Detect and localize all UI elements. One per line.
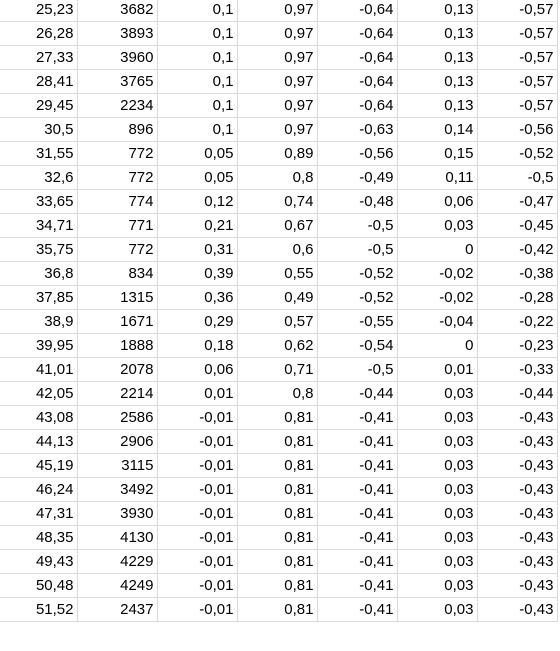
table-cell[interactable]: 0,12 — [157, 190, 237, 214]
table-cell[interactable]: -0,43 — [477, 478, 557, 502]
table-cell[interactable]: -0,45 — [477, 214, 557, 238]
table-row — [0, 334, 557, 358]
table-cell[interactable]: 26,28 — [0, 22, 77, 46]
table-cell[interactable]: -0,41 — [317, 454, 397, 478]
table-cell[interactable]: 0,13 — [397, 22, 477, 46]
table-cell[interactable]: 0,81 — [237, 550, 317, 574]
table-cell[interactable]: 0,03 — [397, 574, 477, 598]
table-cell[interactable]: -0,5 — [317, 358, 397, 382]
table-cell[interactable]: -0,57 — [477, 46, 557, 70]
table-cell[interactable]: 0,31 — [157, 238, 237, 262]
table-cell[interactable]: -0,43 — [477, 526, 557, 550]
table-cell[interactable]: 25,23 — [0, 0, 77, 22]
table-cell[interactable]: 27,33 — [0, 46, 77, 70]
table-cell[interactable]: -0,42 — [477, 238, 557, 262]
table-cell[interactable]: 0,81 — [237, 598, 317, 622]
table-row — [0, 22, 557, 46]
table-cell[interactable]: -0,5 — [317, 238, 397, 262]
table-cell[interactable]: -0,55 — [317, 310, 397, 334]
table-cell[interactable]: 774 — [77, 190, 157, 214]
table-cell[interactable]: -0,41 — [317, 406, 397, 430]
table-cell[interactable]: 1888 — [77, 334, 157, 358]
table-cell[interactable]: -0,63 — [317, 118, 397, 142]
table-cell[interactable]: -0,44 — [317, 382, 397, 406]
table-cell[interactable]: 0,81 — [237, 574, 317, 598]
table-cell[interactable]: -0,43 — [477, 454, 557, 478]
table-cell[interactable]: 2234 — [77, 94, 157, 118]
table-cell[interactable]: 0,81 — [237, 502, 317, 526]
table-cell[interactable]: 0,89 — [237, 142, 317, 166]
table-cell[interactable]: 0,1 — [157, 118, 237, 142]
table-cell[interactable]: -0,64 — [317, 46, 397, 70]
table-cell[interactable]: 0,62 — [237, 334, 317, 358]
table-cell[interactable]: 0,97 — [237, 0, 317, 22]
table-cell[interactable]: -0,43 — [477, 574, 557, 598]
table-cell[interactable]: 2214 — [77, 382, 157, 406]
table-cell[interactable]: -0,57 — [477, 94, 557, 118]
table-cell[interactable]: -0,01 — [157, 478, 237, 502]
table-cell[interactable]: -0,47 — [477, 190, 557, 214]
table-cell[interactable]: 0,06 — [157, 358, 237, 382]
table-cell[interactable]: 772 — [77, 238, 157, 262]
table-cell[interactable]: 50,48 — [0, 574, 77, 598]
table-row — [0, 262, 557, 286]
table-cell[interactable]: 33,65 — [0, 190, 77, 214]
table-row — [0, 0, 557, 22]
table-row — [0, 454, 557, 478]
table-cell[interactable]: -0,52 — [477, 142, 557, 166]
table-cell[interactable]: 0,03 — [397, 454, 477, 478]
table-cell[interactable]: 0,13 — [397, 70, 477, 94]
table-cell[interactable]: 0,03 — [397, 430, 477, 454]
table-cell[interactable]: 0,1 — [157, 70, 237, 94]
table-cell[interactable]: -0,52 — [317, 286, 397, 310]
table-cell[interactable]: -0,49 — [317, 166, 397, 190]
table-cell[interactable]: 0,03 — [397, 550, 477, 574]
table-cell[interactable]: 35,75 — [0, 238, 77, 262]
table-cell[interactable]: -0,48 — [317, 190, 397, 214]
table-cell[interactable]: 0,81 — [237, 430, 317, 454]
table-cell[interactable]: 3765 — [77, 70, 157, 94]
table-cell[interactable]: 3893 — [77, 22, 157, 46]
table-row — [0, 550, 557, 574]
table-cell[interactable]: 0,01 — [397, 358, 477, 382]
table-cell[interactable]: 0,1 — [157, 22, 237, 46]
table-cell[interactable]: -0,41 — [317, 430, 397, 454]
table-cell[interactable]: 28,41 — [0, 70, 77, 94]
table-cell[interactable]: 41,01 — [0, 358, 77, 382]
table-cell[interactable]: 4130 — [77, 526, 157, 550]
table-cell[interactable]: -0,33 — [477, 358, 557, 382]
table-cell[interactable]: 43,08 — [0, 406, 77, 430]
table-cell[interactable]: 0,97 — [237, 118, 317, 142]
table-row — [0, 142, 557, 166]
table-cell[interactable]: 0 — [397, 238, 477, 262]
table-cell[interactable]: 0,97 — [237, 46, 317, 70]
table-cell[interactable]: 3682 — [77, 0, 157, 22]
table-cell[interactable]: -0,22 — [477, 310, 557, 334]
table-cell[interactable]: -0,57 — [477, 70, 557, 94]
table-cell[interactable]: 0,01 — [157, 382, 237, 406]
table-cell[interactable]: 0,13 — [397, 0, 477, 22]
table-cell[interactable]: 1671 — [77, 310, 157, 334]
table-cell[interactable]: 0,03 — [397, 406, 477, 430]
table-row — [0, 430, 557, 454]
table-cell[interactable]: 0,11 — [397, 166, 477, 190]
table-cell[interactable]: 32,6 — [0, 166, 77, 190]
table-row — [0, 310, 557, 334]
table-cell[interactable]: 0,18 — [157, 334, 237, 358]
table-cell[interactable]: 3960 — [77, 46, 157, 70]
table-cell[interactable]: -0,5 — [317, 214, 397, 238]
table-cell[interactable]: 834 — [77, 262, 157, 286]
table-cell[interactable]: 0,8 — [237, 382, 317, 406]
table-cell[interactable]: 3115 — [77, 454, 157, 478]
table-row — [0, 358, 557, 382]
table-cell[interactable]: -0,43 — [477, 502, 557, 526]
table-row — [0, 574, 557, 598]
table-cell[interactable]: 0,36 — [157, 286, 237, 310]
table-cell[interactable]: 0,49 — [237, 286, 317, 310]
table-row — [0, 598, 557, 622]
table-cell[interactable]: 0,03 — [397, 598, 477, 622]
table-cell[interactable]: -0,41 — [317, 598, 397, 622]
table-cell[interactable]: -0,5 — [477, 166, 557, 190]
table-cell[interactable]: 2078 — [77, 358, 157, 382]
table-cell[interactable]: 0,06 — [397, 190, 477, 214]
table-cell[interactable]: 38,9 — [0, 310, 77, 334]
table-cell[interactable]: -0,43 — [477, 406, 557, 430]
table-cell[interactable]: -0,56 — [317, 142, 397, 166]
table-cell[interactable]: 44,13 — [0, 430, 77, 454]
table-cell[interactable]: 45,19 — [0, 454, 77, 478]
table-cell[interactable]: 4229 — [77, 550, 157, 574]
table-row — [0, 526, 557, 550]
table-cell[interactable]: 772 — [77, 166, 157, 190]
table-cell[interactable]: 0,05 — [157, 142, 237, 166]
table-cell[interactable]: 0,39 — [157, 262, 237, 286]
table-cell[interactable]: 771 — [77, 214, 157, 238]
table-cell[interactable]: -0,44 — [477, 382, 557, 406]
table-cell[interactable]: 42,05 — [0, 382, 77, 406]
table-cell[interactable]: 0,81 — [237, 478, 317, 502]
table-row — [0, 238, 557, 262]
table-cell[interactable]: -0,64 — [317, 94, 397, 118]
table-row — [0, 478, 557, 502]
table-cell[interactable]: 0,81 — [237, 526, 317, 550]
table-cell[interactable]: -0,41 — [317, 574, 397, 598]
table-cell[interactable]: -0,54 — [317, 334, 397, 358]
table-cell[interactable]: -0,01 — [157, 454, 237, 478]
table-cell[interactable]: 37,85 — [0, 286, 77, 310]
table-cell[interactable]: 0,67 — [237, 214, 317, 238]
table-cell[interactable]: 51,52 — [0, 598, 77, 622]
table-cell[interactable]: -0,01 — [157, 574, 237, 598]
table-cell[interactable]: 48,35 — [0, 526, 77, 550]
table-cell[interactable]: 0,1 — [157, 0, 237, 22]
table-cell[interactable]: 0,21 — [157, 214, 237, 238]
table-cell[interactable]: 0,97 — [237, 94, 317, 118]
table-cell[interactable]: -0,04 — [397, 310, 477, 334]
table-cell[interactable]: 0,13 — [397, 46, 477, 70]
table-cell[interactable]: 2437 — [77, 598, 157, 622]
table-cell[interactable]: -0,64 — [317, 22, 397, 46]
table-cell[interactable]: -0,43 — [477, 598, 557, 622]
table-row — [0, 70, 557, 94]
table-cell[interactable]: 3492 — [77, 478, 157, 502]
table-cell[interactable]: 772 — [77, 142, 157, 166]
table-cell[interactable]: -0,02 — [397, 262, 477, 286]
table-cell[interactable]: -0,41 — [317, 526, 397, 550]
table-cell[interactable]: -0,64 — [317, 0, 397, 22]
table-cell[interactable]: -0,01 — [157, 502, 237, 526]
table-cell[interactable]: 0,03 — [397, 502, 477, 526]
table-cell[interactable]: 31,55 — [0, 142, 77, 166]
table-cell[interactable]: -0,02 — [397, 286, 477, 310]
table-row — [0, 286, 557, 310]
table-cell[interactable]: 0,8 — [237, 166, 317, 190]
table-row — [0, 406, 557, 430]
table-cell[interactable]: 0,14 — [397, 118, 477, 142]
table-cell[interactable]: -0,43 — [477, 550, 557, 574]
table-cell[interactable]: 0,13 — [397, 94, 477, 118]
table-cell[interactable]: 0,81 — [237, 454, 317, 478]
table-cell[interactable]: -0,43 — [477, 430, 557, 454]
table-cell[interactable]: 39,95 — [0, 334, 77, 358]
table-cell[interactable]: 2906 — [77, 430, 157, 454]
table-cell[interactable]: -0,01 — [157, 430, 237, 454]
table-cell[interactable]: -0,56 — [477, 118, 557, 142]
table-cell[interactable]: 0,1 — [157, 94, 237, 118]
table-cell[interactable]: 0,6 — [237, 238, 317, 262]
table-cell[interactable]: 2586 — [77, 406, 157, 430]
table-row — [0, 190, 557, 214]
table-cell[interactable]: 0,81 — [237, 406, 317, 430]
table-cell[interactable]: -0,01 — [157, 406, 237, 430]
table-cell[interactable]: 0,03 — [397, 214, 477, 238]
table-cell[interactable]: 0,74 — [237, 190, 317, 214]
table-cell[interactable]: -0,28 — [477, 286, 557, 310]
table-cell[interactable]: 0,97 — [237, 22, 317, 46]
table-cell[interactable]: 896 — [77, 118, 157, 142]
table-cell[interactable]: 29,45 — [0, 94, 77, 118]
table-cell[interactable]: -0,38 — [477, 262, 557, 286]
table-cell[interactable]: 0,03 — [397, 526, 477, 550]
table-cell[interactable]: 3930 — [77, 502, 157, 526]
table-cell[interactable]: 0,03 — [397, 478, 477, 502]
table-cell[interactable]: -0,01 — [157, 526, 237, 550]
table-cell[interactable]: -0,52 — [317, 262, 397, 286]
table-cell[interactable]: 0,29 — [157, 310, 237, 334]
table-cell[interactable]: -0,01 — [157, 598, 237, 622]
table-cell[interactable]: -0,57 — [477, 22, 557, 46]
table-row — [0, 382, 557, 406]
table-cell[interactable]: 0,97 — [237, 70, 317, 94]
table-cell[interactable]: -0,41 — [317, 502, 397, 526]
table-cell[interactable]: 34,71 — [0, 214, 77, 238]
table-row — [0, 94, 557, 118]
table-cell[interactable]: 46,24 — [0, 478, 77, 502]
table-cell[interactable]: 0 — [397, 334, 477, 358]
table-cell[interactable]: 1315 — [77, 286, 157, 310]
table-cell[interactable]: 0,1 — [157, 46, 237, 70]
table-cell[interactable]: -0,64 — [317, 70, 397, 94]
table-row — [0, 166, 557, 190]
table-cell[interactable]: 0,55 — [237, 262, 317, 286]
table-cell[interactable]: -0,01 — [157, 550, 237, 574]
table-cell[interactable]: 49,43 — [0, 550, 77, 574]
table-cell[interactable]: -0,23 — [477, 334, 557, 358]
table-row — [0, 46, 557, 70]
table-cell[interactable]: 0,15 — [397, 142, 477, 166]
table-cell[interactable]: 0,03 — [397, 382, 477, 406]
table-cell[interactable]: 0,71 — [237, 358, 317, 382]
table-cell[interactable]: 0,05 — [157, 166, 237, 190]
table-cell[interactable]: -0,41 — [317, 478, 397, 502]
table-row — [0, 118, 557, 142]
table-cell[interactable]: 47,31 — [0, 502, 77, 526]
table-cell[interactable]: 30,5 — [0, 118, 77, 142]
table-row — [0, 214, 557, 238]
table-cell[interactable]: 36,8 — [0, 262, 77, 286]
table-cell[interactable]: 0,57 — [237, 310, 317, 334]
table-cell[interactable]: -0,57 — [477, 0, 557, 22]
table-cell[interactable]: 4249 — [77, 574, 157, 598]
table-row — [0, 502, 557, 526]
table-cell[interactable]: -0,41 — [317, 550, 397, 574]
